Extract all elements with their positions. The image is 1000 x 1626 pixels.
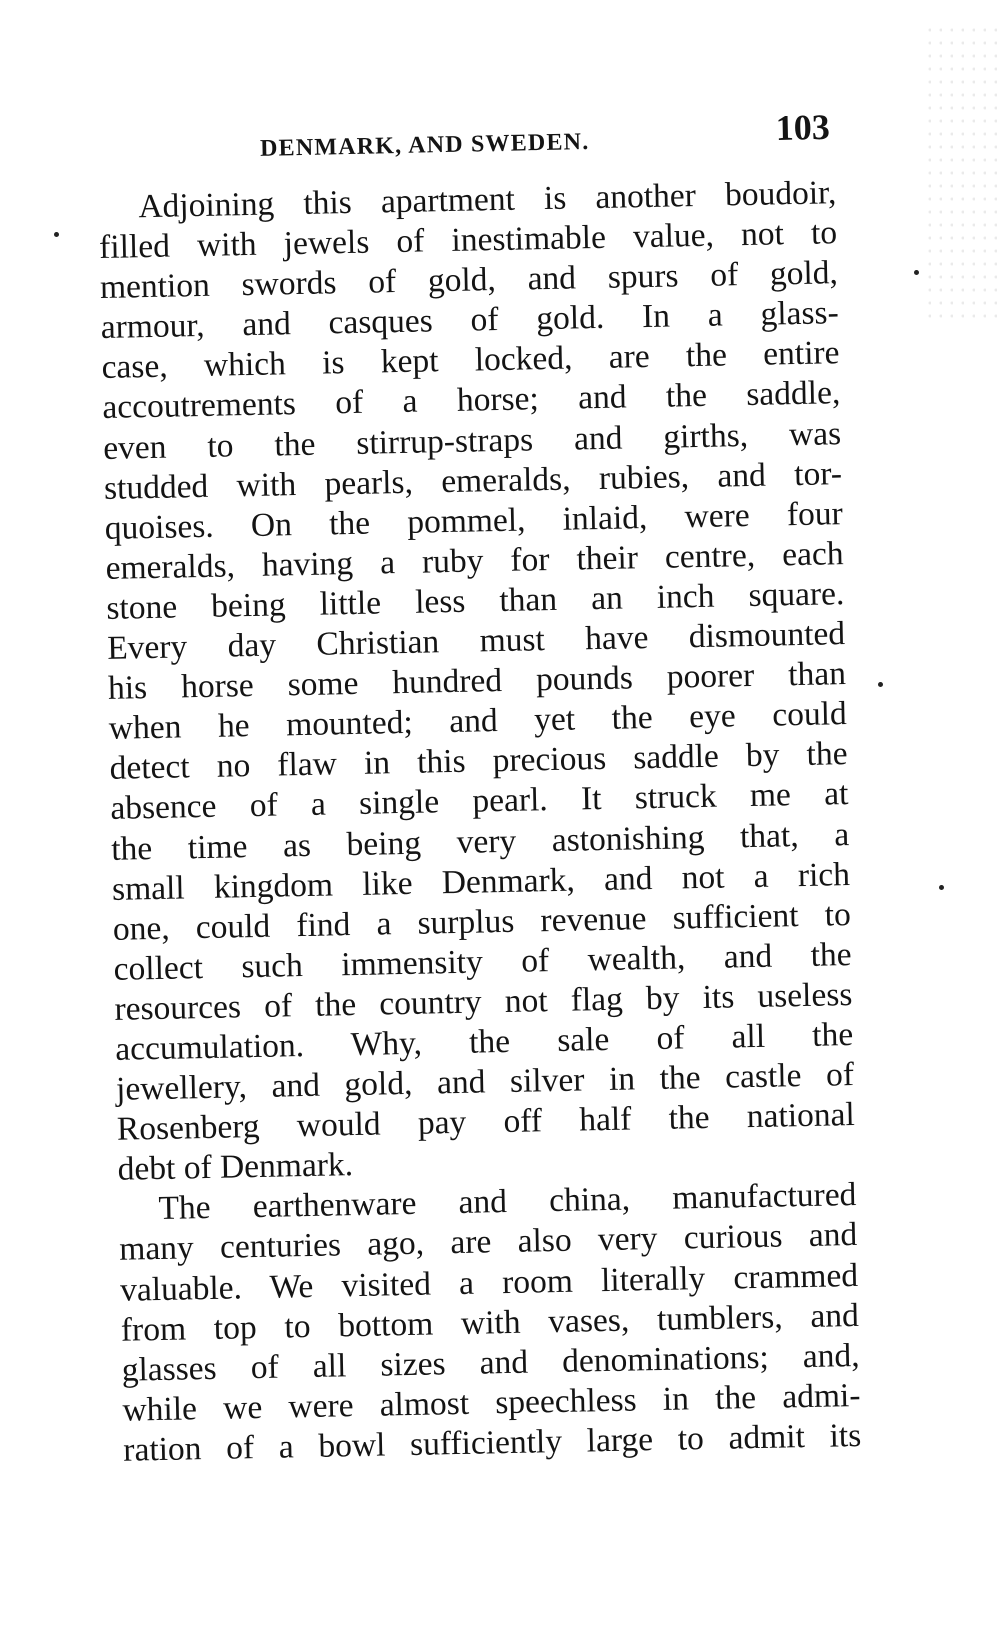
text-line: even to the stirrup-straps and girths, was: [102, 414, 842, 467]
text-line: The earthenware and china, manufactured: [158, 1176, 857, 1228]
scan-speck: [914, 270, 919, 275]
text-line: while we were almost speechless in the admi-: [122, 1376, 861, 1429]
text-line: mention swords of gold, and spurs of gold,: [99, 254, 839, 307]
text-line: filled with jewels of inestimable value, not to: [98, 214, 838, 267]
text-line: small kingdom like Denmark, and not a rich: [111, 855, 851, 908]
text-line: accumulation. Why, the sale of all the: [114, 1015, 854, 1068]
scan-edge-noise: [0, 30, 1000, 110]
text-line: studded with pearls, emeralds, rubies, and tor-: [103, 454, 843, 507]
text-line: from top to bottom with vases, tumblers, and: [120, 1296, 860, 1349]
text-line: Adjoining this apartment is another boudoir,: [138, 174, 837, 226]
text-line: collect such immensity of wealth, and the: [113, 935, 852, 988]
text-line: Every day Christian must have dismounted: [106, 615, 846, 667]
text-line: case, which is kept locked, are the entire: [101, 334, 840, 387]
page-number: 103: [775, 106, 831, 149]
page-header: [249, 106, 830, 178]
text-line: absence of a single pearl. It struck me at: [110, 775, 849, 828]
text-line: Rosenberg would pay off half the national: [116, 1096, 856, 1148]
text-line: ration of a bowl sufficiently large to admit its: [122, 1416, 862, 1469]
text-line: debt of Denmark.: [117, 1146, 354, 1189]
text-line: resources of the country not flag by its useless: [114, 975, 853, 1028]
scan-speck: [54, 232, 59, 237]
text-line: his horse some hundred pounds poorer than: [107, 655, 847, 708]
running-head: DENMARK, AND SWEDEN.: [259, 128, 590, 162]
text-line: valuable. We visited a room literally crammed: [119, 1256, 859, 1309]
scan-speck: [939, 885, 944, 890]
scan-speck: [878, 682, 883, 687]
body-text: [98, 173, 862, 1471]
text-line: accoutrements of a horse; and the saddle,: [102, 374, 841, 427]
text-line: the time as being very astonishing that, a: [110, 815, 850, 868]
text-line: jewellery, and gold, and silver in the castle of: [115, 1056, 855, 1108]
text-line: armour, and casques of gold. In a glass-: [100, 294, 840, 347]
text-line: many centuries ago, are also very curious and: [118, 1216, 858, 1269]
text-line: emeralds, having a ruby for their centre, each: [105, 534, 844, 587]
text-line: quoises. On the pommel, inlaid, were four: [104, 494, 844, 547]
text-line: when he mounted; and yet the eye could: [108, 695, 848, 748]
text-line: glasses of all sizes and denominations; and,: [121, 1336, 860, 1389]
text-line: one, could find a surplus revenue sufficient to: [112, 895, 852, 948]
text-line: stone being little less than an inch square.: [106, 575, 845, 627]
scan-right-edge: [920, 20, 1000, 320]
text-line: detect no flaw in this precious saddle by the: [109, 735, 848, 788]
